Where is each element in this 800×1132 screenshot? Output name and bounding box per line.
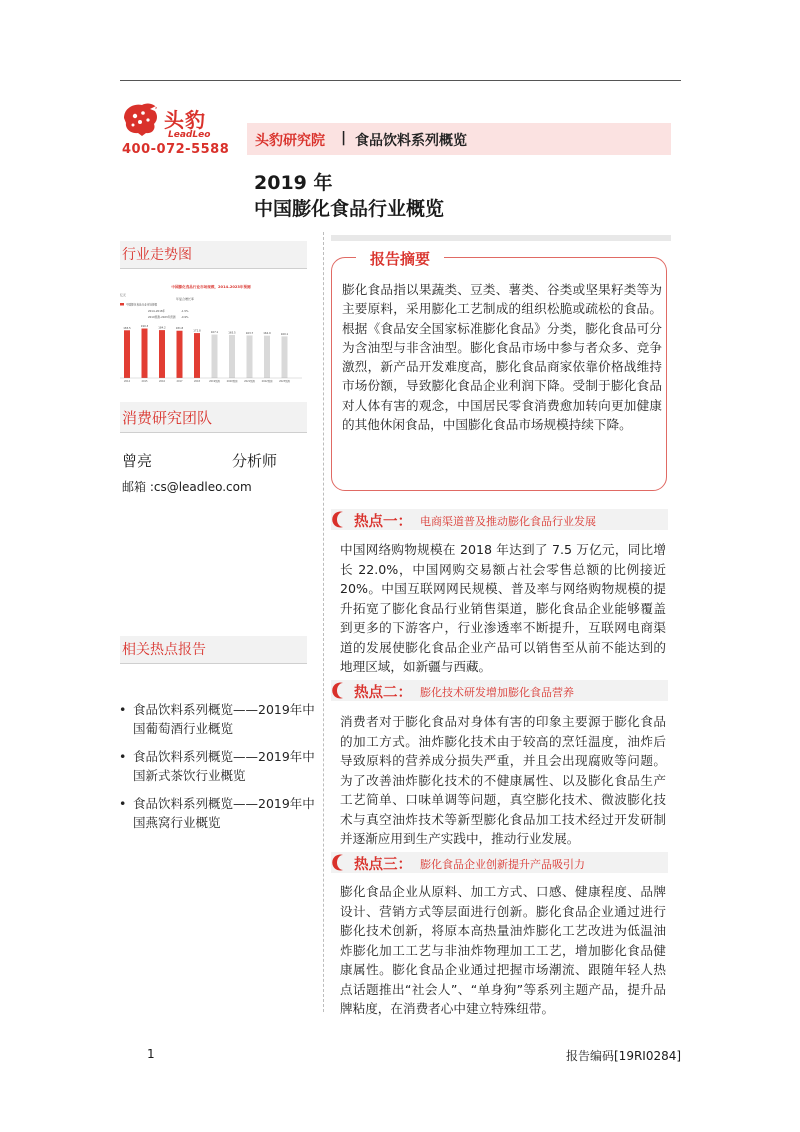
hotspot-3-header: [331, 852, 668, 873]
mini-chart-legend-header: 年复合增长率: [176, 297, 195, 301]
x-tick-label: 2023预测: [279, 380, 290, 383]
bar: [177, 331, 183, 378]
trend-heading: [120, 241, 307, 268]
trend-rule: [120, 268, 307, 269]
related-report-link[interactable]: 食品饮料系列概览——2019年中国葡萄酒行业概览: [133, 702, 315, 736]
team-heading: [120, 402, 307, 432]
legend-entry-name: 中国膨化食品行业市场规模: [126, 303, 158, 307]
leopard-logo-icon: [120, 100, 162, 138]
banner-brand: 头豹研究院: [255, 133, 325, 149]
bar-value-label: 165.5: [228, 331, 236, 335]
bar: [142, 329, 148, 378]
bar: [247, 335, 253, 378]
bar-value-label: 181.8: [175, 327, 184, 331]
mini-chart-title: 中国膨化食品行业市场规模，2014–2023年预测: [171, 285, 251, 289]
page-number: 1: [147, 1047, 155, 1061]
bar-value-label: 183.5: [123, 326, 131, 330]
bar: [194, 333, 200, 378]
related-report-link[interactable]: 食品饮料系列概览——2019年中国新式茶饮行业概览: [133, 749, 315, 783]
x-tick-label: 2016: [158, 380, 166, 383]
bar: [264, 336, 270, 378]
bar: [282, 336, 288, 378]
team-rule: [120, 432, 307, 433]
hotspot-3-label: 热点三：: [354, 857, 412, 873]
related-heading-label: 相关热点报告: [122, 642, 206, 658]
hotspot-1-subtitle: 电商渠道普及推动膨化食品行业发展: [420, 515, 596, 528]
mini-chart-unit: 亿元: [120, 293, 127, 297]
x-tick-label: 2014: [123, 380, 131, 383]
logo-text-en: LeadLeo: [168, 130, 211, 140]
bar-value-label: 184.2: [158, 326, 166, 330]
hotspot-3-subtitle: 膨化食品企业创新提升产品吸引力: [420, 858, 585, 871]
analyst-email: 邮箱 :cs@leadleo.com: [122, 480, 252, 494]
related-report-item[interactable]: [116, 794, 316, 832]
bar: [229, 335, 235, 378]
crescent-icon: [332, 682, 347, 699]
logo-text-cn: 头豹: [164, 108, 206, 132]
related-rule: [120, 663, 307, 664]
hotspot-2-label: 热点二：: [354, 685, 412, 701]
team-heading-label: 消费研究团队: [122, 409, 213, 427]
related-heading: [120, 636, 307, 663]
bar: [124, 330, 130, 378]
bullet: •: [119, 796, 127, 811]
related-report-item[interactable]: [116, 747, 316, 785]
x-tick-label: 2020预测: [226, 380, 238, 383]
hotspot-2-text: 消费者对于膨化食品对身体有害的印象主要源于膨化食品的加工方式。油炸膨化技术由于较高的烹饪温度，油炸后导致原料的营养成分损失严重，并且会出现腐败等问题。为了改善油炸膨化技术的不健康属性、以及膨化食品生产工艺简单、口味单调等问题，真空膨化技术、微波膨化技术与真空油炸技术等新型膨化食品加工技术经过开发研制并逐渐应用到生产实践中，推动行业发展。: [340, 714, 666, 846]
related-report-list: [116, 700, 316, 841]
legend-cagr-1: -1.5%: [181, 310, 189, 313]
summary-text: 膨化食品指以果蔬类、豆类、薯类、谷类或坚果籽类等为主要原料，采用膨化工艺制成的组织松脆或疏松的食品。根据《食品安全国家标准膨化食品》分类，膨化食品可分为含油型与非含油型。膨化食品市场中参与者众多、竞争激烈，新产品开发难度高，膨化食品商家依靠价格战维持市场份额，导致膨化食品企业利润下降。受制于膨化食品对人体有害的观念，中国居民零食消费愈加转向更加健康的其他休闲食品，中国膨化食品市场规模持续下降。: [342, 282, 662, 433]
hotspot-2-subtitle: 膨化技术研发增加膨化食品营养: [420, 686, 574, 699]
hotspot-2-header: [331, 680, 668, 701]
analyst-name: 曾亮: [122, 452, 153, 470]
banner-separator: |: [341, 130, 347, 146]
bar-value-label: 190.3: [140, 325, 149, 329]
analyst-role: 分析师: [232, 452, 278, 470]
top-rule: [120, 80, 681, 81]
summary-top-bar: [331, 235, 671, 241]
legend-period-2: 2019预测–2023年预测: [148, 316, 176, 319]
related-report-item[interactable]: [116, 700, 316, 738]
bar-value-label: 162.9: [263, 332, 271, 336]
column-divider: [323, 232, 324, 1012]
mini-chart-svg: [116, 280, 306, 390]
bar-value-label: 160.1: [280, 332, 289, 336]
crescent-icon: [332, 511, 347, 528]
legend-cagr-2: -0.9%: [181, 316, 189, 319]
trend-heading-label: 行业走势图: [122, 247, 192, 263]
x-tick-label: 2018: [193, 380, 201, 383]
phone-number: 400-072-5588: [122, 142, 230, 157]
bar-value-label: 167.1: [210, 331, 219, 335]
bar: [159, 330, 165, 378]
market-size-mini-chart: [116, 280, 306, 390]
banner-series: 食品饮料系列概览: [355, 133, 467, 149]
hotspot-3-text: 膨化食品企业从原料、加工方式、口感、健康程度、品牌设计、营销方式等层面进行创新。膨化食品企业通过进行膨化技术创新，将原本高热量油炸膨化工艺改进为低温油炸膨化加工工艺与非油炸物理加工工艺，增加膨化食品健康属性。膨化食品企业通过把握市场潮流、跟随年轻人热点话题推出“社会人”、“单身狗”等系列主题产品，提升品牌粘度，在消费者心中建立特殊纽带。: [340, 884, 666, 1016]
hotspot-1-text: 中国网络购物规模在 2018 年达到了 7.5 万亿元，同比增长 22.0%，中国网购交易额占社会零售总额的比例接近 20%。中国互联网网民规模、普及率与网络购物规模的提升拓宽了膨化食品行业销售渠道，膨化食品企业能够覆盖到更多的下游客户，行业渗透率不断提升，互联网电商渠道的发展使膨化食品企业产品可以销售至从前不能达到的地理区域，如新疆与西藏。: [340, 542, 666, 674]
x-tick-label: 2019预测: [209, 380, 220, 383]
report-code: 报告编码[19RI0284]: [566, 1049, 682, 1063]
bullet: •: [119, 749, 127, 764]
report-year: 2019 年: [254, 172, 333, 194]
legend-period-1: 2014–2018年: [148, 310, 166, 313]
x-tick-label: 2017: [176, 380, 183, 383]
x-tick-label: 2021预测: [244, 380, 255, 383]
summary-label: 报告摘要: [356, 250, 444, 268]
hotspot-1-header: [331, 509, 668, 530]
x-tick-label: 2022预测: [261, 380, 273, 383]
x-tick-label: 2015: [141, 380, 148, 383]
bar-value-label: 163.7: [245, 331, 254, 335]
hotspot-1-label: 热点一：: [354, 514, 412, 530]
related-report-link[interactable]: 食品饮料系列概览——2019年中国燕窝行业概览: [133, 796, 315, 830]
bar-value-label: 172.8: [193, 329, 201, 333]
bullet: •: [119, 702, 127, 717]
crescent-icon: [332, 854, 347, 871]
page-title: 中国膨化食品行业概览: [254, 198, 445, 220]
legend-swatch-actual: [120, 303, 124, 306]
bar: [212, 335, 218, 378]
series-banner: [247, 123, 671, 155]
